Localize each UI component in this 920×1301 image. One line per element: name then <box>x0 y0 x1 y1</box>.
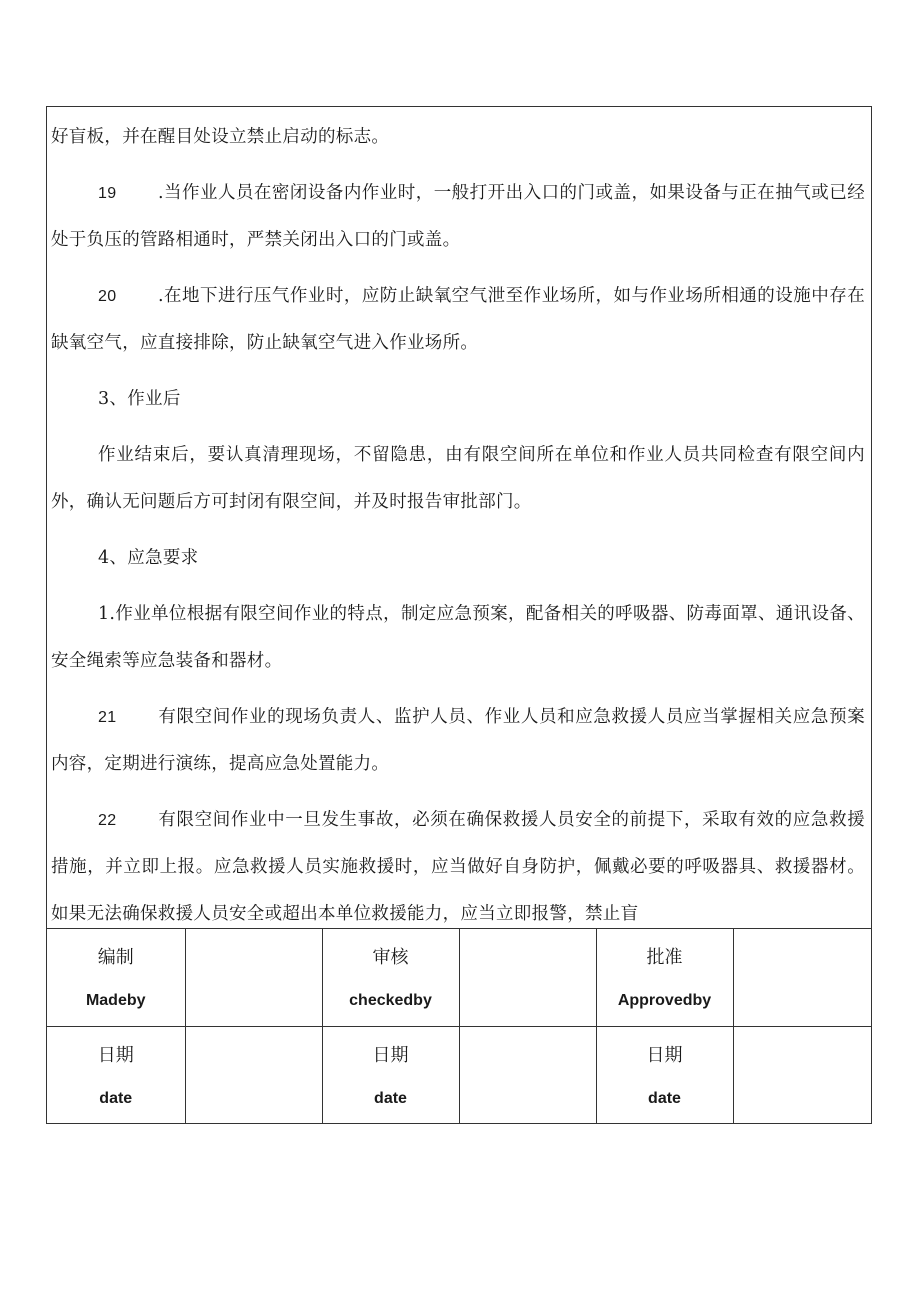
made-date-label: 日期 date <box>47 1027 185 1125</box>
item-number: 20 <box>98 288 117 305</box>
section-heading-after-work: 3、作业后 <box>98 389 181 409</box>
made-date-field[interactable] <box>185 1027 322 1125</box>
signoff-row-dates <box>47 1027 871 1125</box>
section-heading-emergency: 4、应急要求 <box>98 548 199 568</box>
paragraph-item-20: 20 .在地下进行压气作业时，应防止缺氧空气泄至作业场所，如与作业场所相通的设施中存在缺氧空气，应直接排除，防止缺氧空气进入作业场所。 <box>51 273 865 367</box>
paragraph-continuation: 好盲板，并在醒目处设立禁止启动的标志。 <box>51 127 390 147</box>
document-frame <box>46 106 872 1124</box>
made-by-field[interactable] <box>185 929 322 1027</box>
approved-date-field[interactable] <box>733 1027 871 1125</box>
paragraph-item-21: 21 有限空间作业的现场负责人、监护人员、作业人员和应急救援人员应当掌握相关应急预案内容，定期进行演练，提高应急处置能力。 <box>51 694 865 788</box>
checked-date-label: 日期 date <box>322 1027 459 1125</box>
paragraph-item-19: 19 .当作业人员在密闭设备内作业时，一般打开出入口的门或盖，如果设备与正在抽气或已经处于负压的管路相通时，严禁关闭出入口的门或盖。 <box>51 170 865 264</box>
checked-by-field[interactable] <box>459 929 596 1027</box>
approved-by-label: 批准 Approvedby <box>596 929 733 1027</box>
signoff-table <box>47 928 871 1124</box>
made-by-label: 编制 Madeby <box>47 929 185 1027</box>
approved-date-label: 日期 date <box>596 1027 733 1125</box>
paragraph-item-22: 22 有限空间作业中一旦发生事故，必须在确保救援人员安全的前提下，采取有效的应急救援措施，并立即上报。应急救援人员实施救援时，应当做好自身防护，佩戴必要的呼吸器具、救援器材。如果无法确保救援人员安全或超出本单位救援能力，应当立即报警，禁止盲 <box>51 797 865 929</box>
approved-by-field[interactable] <box>733 929 871 1027</box>
signoff-row-roles <box>47 929 871 1027</box>
paragraph-after-work: 作业结束后，要认真清理现场，不留隐患，由有限空间所在单位和作业人员共同检查有限空间内外，确认无问题后方可封闭有限空间，并及时报告审批部门。 <box>51 445 865 512</box>
checked-by-label: 审核 checkedby <box>322 929 459 1027</box>
item-number: 19 <box>98 185 117 202</box>
paragraph-emergency-1: 1.作业单位根据有限空间作业的特点，制定应急预案，配备相关的呼吸器、防毒面罩、通讯设备、安全绳索等应急装备和器材。 <box>51 604 865 671</box>
document-body <box>47 107 871 929</box>
checked-date-field[interactable] <box>459 1027 596 1125</box>
item-number: 22 <box>98 812 117 829</box>
item-number: 21 <box>98 709 117 726</box>
